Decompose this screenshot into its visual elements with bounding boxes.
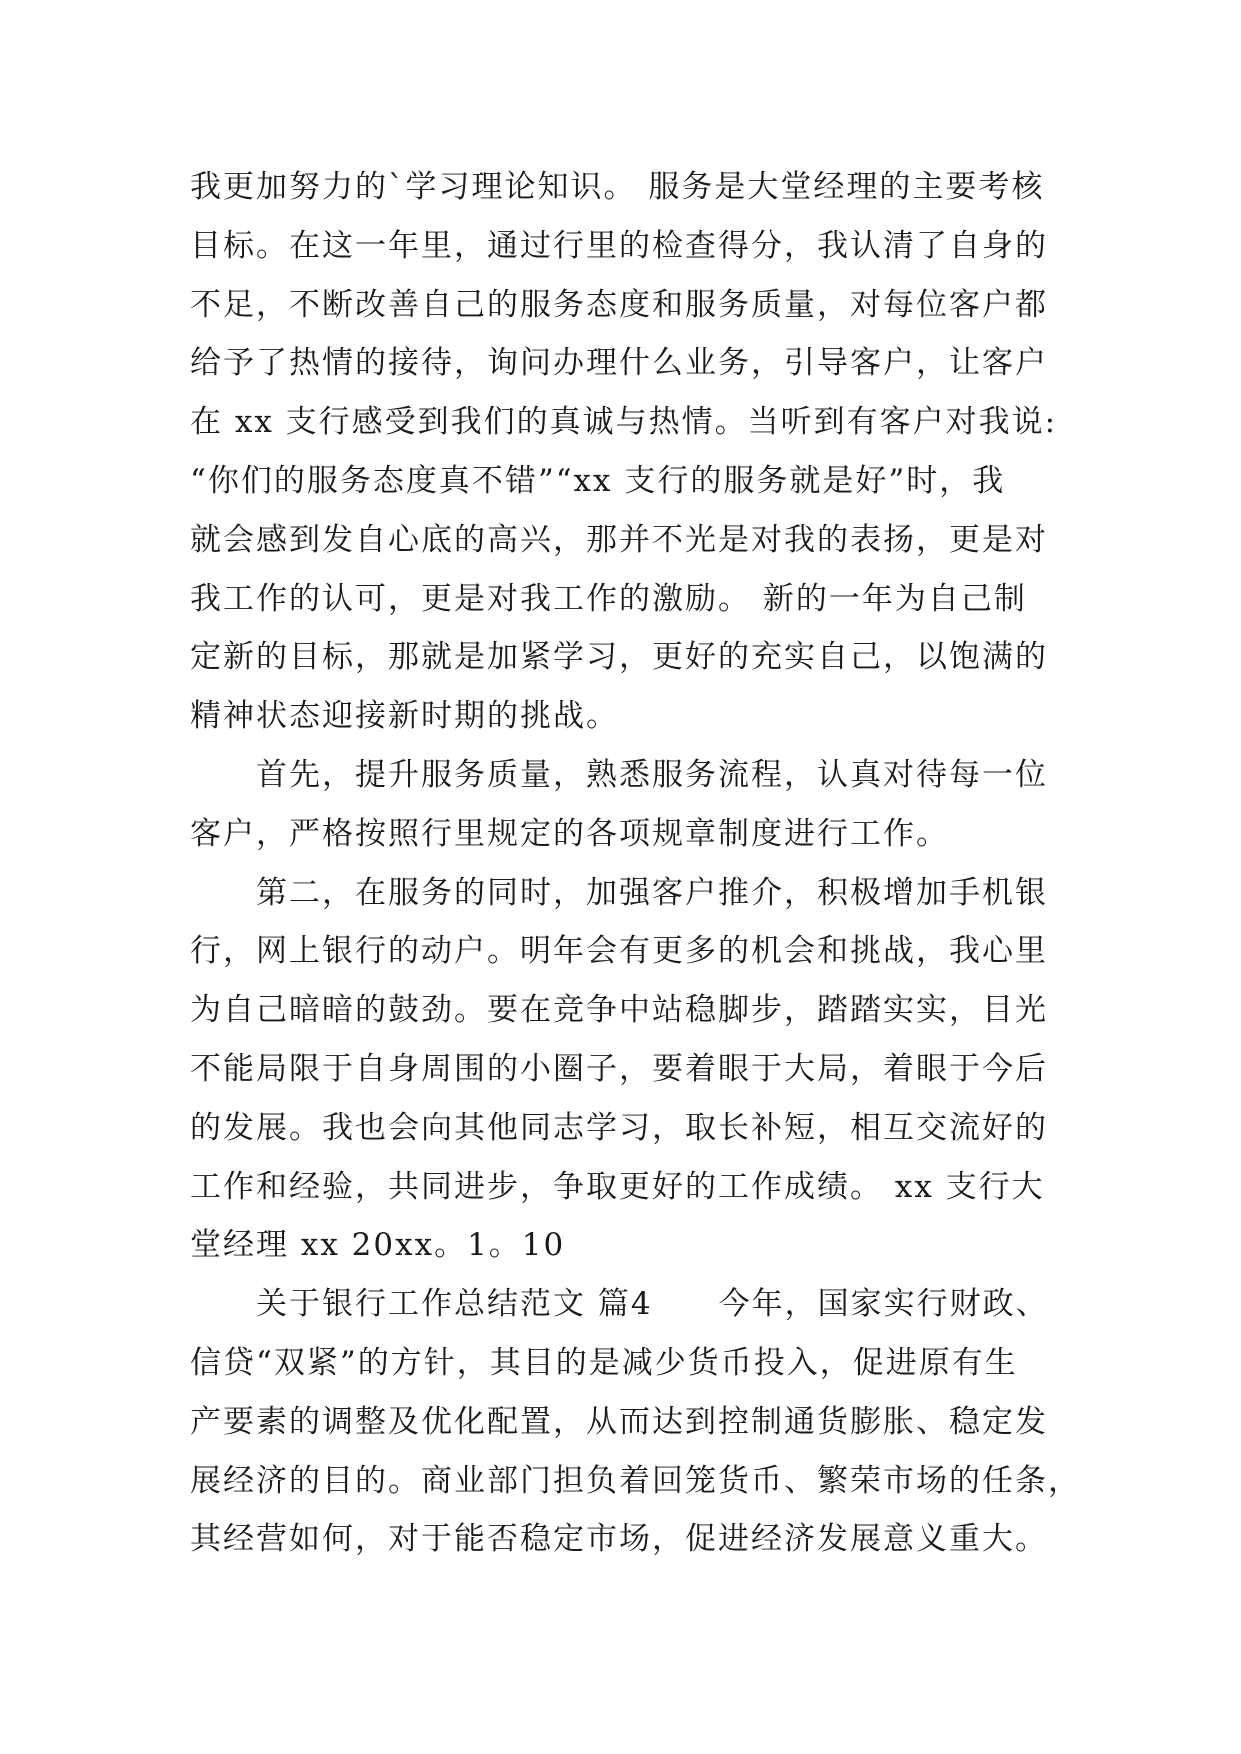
text-line: 信贷“双紧”的方针，其目的是减少货币投入，促进原有生: [190, 1344, 1018, 1381]
text-line: 定新的目标，那就是加紧学习，更好的充实自己，以饱满的: [190, 639, 1048, 676]
body-text: [190, 158, 1090, 1569]
text-line: 不能局限于自身周围的小圈子，要着眼于大局，着眼于今后: [190, 1050, 1048, 1087]
text-line: 在 xx 支行感受到我们的真诚与热情。当听到有客户对我说:: [190, 404, 1058, 441]
paragraph-first-line: 首先，提升服务质量，熟悉服务流程，认真对待每一位: [256, 756, 1048, 793]
text-line: 行，网上银行的动户。明年会有更多的机会和挑战，我心里: [190, 933, 1048, 970]
text-line: 产要素的调整及优化配置，从而达到控制通货膨胀、稳定发: [190, 1403, 1048, 1440]
text-line: 精神状态迎接新时期的挑战。: [190, 698, 619, 735]
text-line: 不足，不断改善自己的服务态度和服务质量，对每位客户都: [190, 286, 1048, 323]
text-line: 的发展。我也会向其他同志学习，取长补短，相互交流好的: [190, 1109, 1048, 1146]
text-line: 展经济的目的。商业部门担负着回笼货币、繁荣市场的任条，: [190, 1462, 1081, 1499]
paragraph-first-line: 第二，在服务的同时，加强客户推介，积极增加手机银: [256, 874, 1048, 911]
text-line: 目标。在这一年里，通过行里的检查得分，我认清了自身的: [190, 227, 1048, 264]
section-heading-line: 关于银行工作总结范文 篇4 今年，国家实行财政、: [256, 1286, 1049, 1323]
text-line: “你们的服务态度真不错”“xx 支行的服务就是好”时，我: [190, 462, 1006, 499]
text-line: 其经营如何，对于能否稳定市场，促进经济发展意义重大。: [190, 1521, 1048, 1558]
text-line: 我工作的认可，更是对我工作的激励。 新的一年为自己制: [190, 580, 1027, 617]
text-line: 工作和经验，共同进步，争取更好的工作成绩。 xx 支行大: [190, 1168, 1045, 1205]
text-line: 为自己暗暗的鼓劲。要在竞争中站稳脚步，踏踏实实，目光: [190, 992, 1048, 1029]
text-line: 就会感到发自心底的高兴，那并不光是对我的表扬，更是对: [190, 521, 1048, 558]
text-line: 给予了热情的接待，询问办理什么业务，引导客户，让客户: [190, 345, 1048, 382]
text-line: 我更加努力的`学习理论知识。 服务是大堂经理的主要考核: [190, 169, 1045, 205]
text-line: 堂经理 xx 20xx。1。10: [190, 1227, 566, 1264]
text-line: 客户，严格按照行里规定的各项规章制度进行工作。: [190, 815, 949, 852]
